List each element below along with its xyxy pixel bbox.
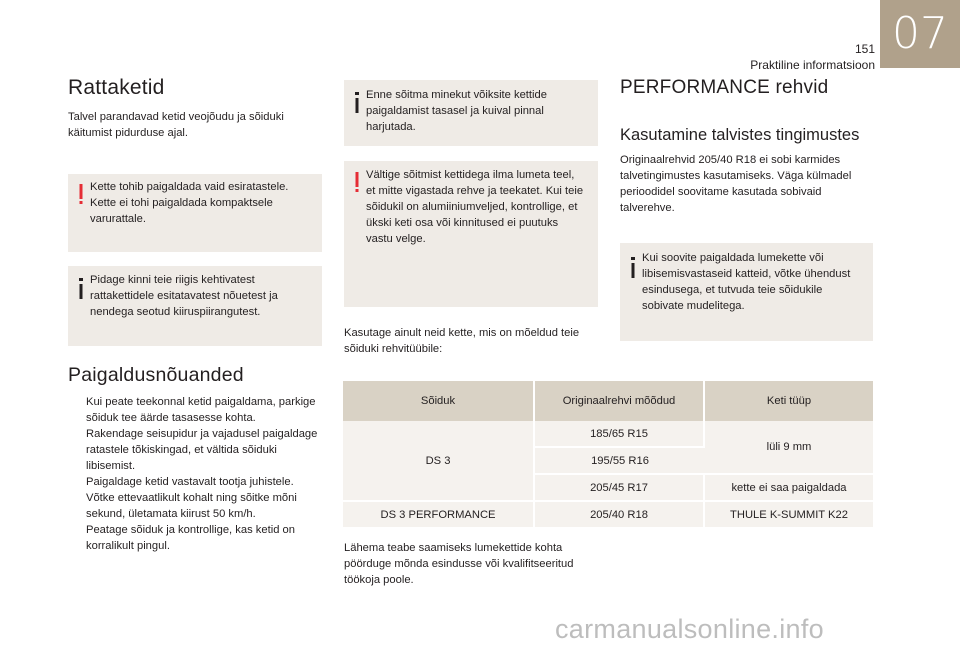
info-box-performance xyxy=(620,243,873,341)
table-header-row xyxy=(343,381,873,421)
column-header: Keti tüüp xyxy=(705,381,873,421)
info-icon xyxy=(74,276,88,300)
info-text: Pidage kinni teie riigis kehtivatest rattakettidele esitatavatest nõuetest ja nendega seotud kiiruspiirangutest. xyxy=(90,274,278,318)
table-cell: lüli 9 mm xyxy=(705,421,873,475)
table-cell: 195/55 R16 xyxy=(535,448,705,475)
subsection-title: Kasutamine talvistes tingimustes xyxy=(620,126,860,144)
table-row xyxy=(343,502,873,529)
column-header: Originaalrehvi mõõdud xyxy=(535,381,705,421)
list-item: Kui peate teekonnal ketid paigaldama, parkige sõiduk tee äärde tasasesse kohta. xyxy=(86,396,316,424)
table-cell: 205/45 R17 xyxy=(535,475,705,502)
list-item: Võtke ettevaatlikult kohalt ning sõitke mõni sekund, ületamata kiirust 50 km/h. xyxy=(86,492,297,520)
table-cell: DS 3 xyxy=(343,421,535,502)
page-number: 151 xyxy=(854,42,875,56)
info-box xyxy=(68,266,322,346)
warning-text: Vältige sõitmist kettidega ilma lumeta teel, et mitte vigastada rehve ja teekatet. Kui teie sõidukil on alumiiniumveljed, kontrollige, et ükski keti osa või kinnitused ei puutuks vastu velge. xyxy=(366,169,584,245)
list-item: Rakendage seisupidur ja vajadusel paigaldage ratastele tõkiskingad, et vältida sõiduki libisemist. xyxy=(86,428,318,472)
running-title: Praktiline informatsioon xyxy=(750,58,875,72)
warning-text: Kette tohib paigaldada vaid esiratastele. Kette ei tohi paigaldada kompaktsele varurattale. xyxy=(90,181,289,225)
info-box-practice xyxy=(344,80,598,146)
install-steps-list xyxy=(68,394,322,554)
info-icon xyxy=(350,90,364,114)
table-cell: 205/40 R18 xyxy=(535,502,705,529)
chapter-tab: 07 xyxy=(880,0,960,68)
section-title-performance: PERFORMANCE rehvid xyxy=(620,77,829,98)
warning-icon xyxy=(74,182,88,206)
table-cell: DS 3 PERFORMANCE xyxy=(343,502,535,529)
intro-text: Talvel parandavad ketid veojõudu ja sõiduki käitumist pidurduse ajal. xyxy=(68,111,284,139)
section-title-rattaketid: Rattaketid xyxy=(68,76,165,99)
watermark: carmanualsonline.info xyxy=(555,614,824,644)
use-only-text: Kasutage ainult neid kette, mis on mõeldud teie sõiduki rehvitüübile: xyxy=(344,327,580,355)
list-item: Paigaldage ketid vastavalt tootja juhistele. xyxy=(86,476,294,488)
column-header: Sõiduk xyxy=(343,381,535,421)
performance-body-text: Originaalrehvid 205/40 R18 ei sobi karmides talvetingimustes kasutamiseks. Väga külmadel perioodidel soovitame kasutada sobivaid talverehve. xyxy=(620,154,852,214)
info-icon xyxy=(626,255,640,279)
after-table-text: Lähema teabe saamiseks lumekettide kohta pöörduge mõnda esindusse või kvalifitseeritud töökoja poole. xyxy=(344,542,574,586)
info-text: Kui soovite paigaldada lumekette või libisemisvastaseid katteid, võtke ühendust esindusega, et tutvuda teie sõidukile sobivate mudelitega. xyxy=(642,252,851,312)
info-text: Enne sõitma minekut võiksite kettide paigaldamist tasasel ja kuival pinnal harjutada. xyxy=(366,89,547,133)
table-row xyxy=(343,421,873,448)
section-title-install: Paigaldusnõuanded xyxy=(68,364,244,386)
list-item: Peatage sõiduk ja kontrollige, kas ketid on korralikult pingul. xyxy=(86,524,295,552)
warning-icon xyxy=(350,170,364,194)
chain-spec-table xyxy=(343,381,873,529)
table-cell: 185/65 R15 xyxy=(535,421,705,448)
warning-box xyxy=(68,174,322,252)
table-cell: kette ei saa paigaldada xyxy=(705,475,873,502)
warning-box-noSnow xyxy=(344,161,598,307)
table-cell: THULE K-SUMMIT K22 xyxy=(705,502,873,529)
